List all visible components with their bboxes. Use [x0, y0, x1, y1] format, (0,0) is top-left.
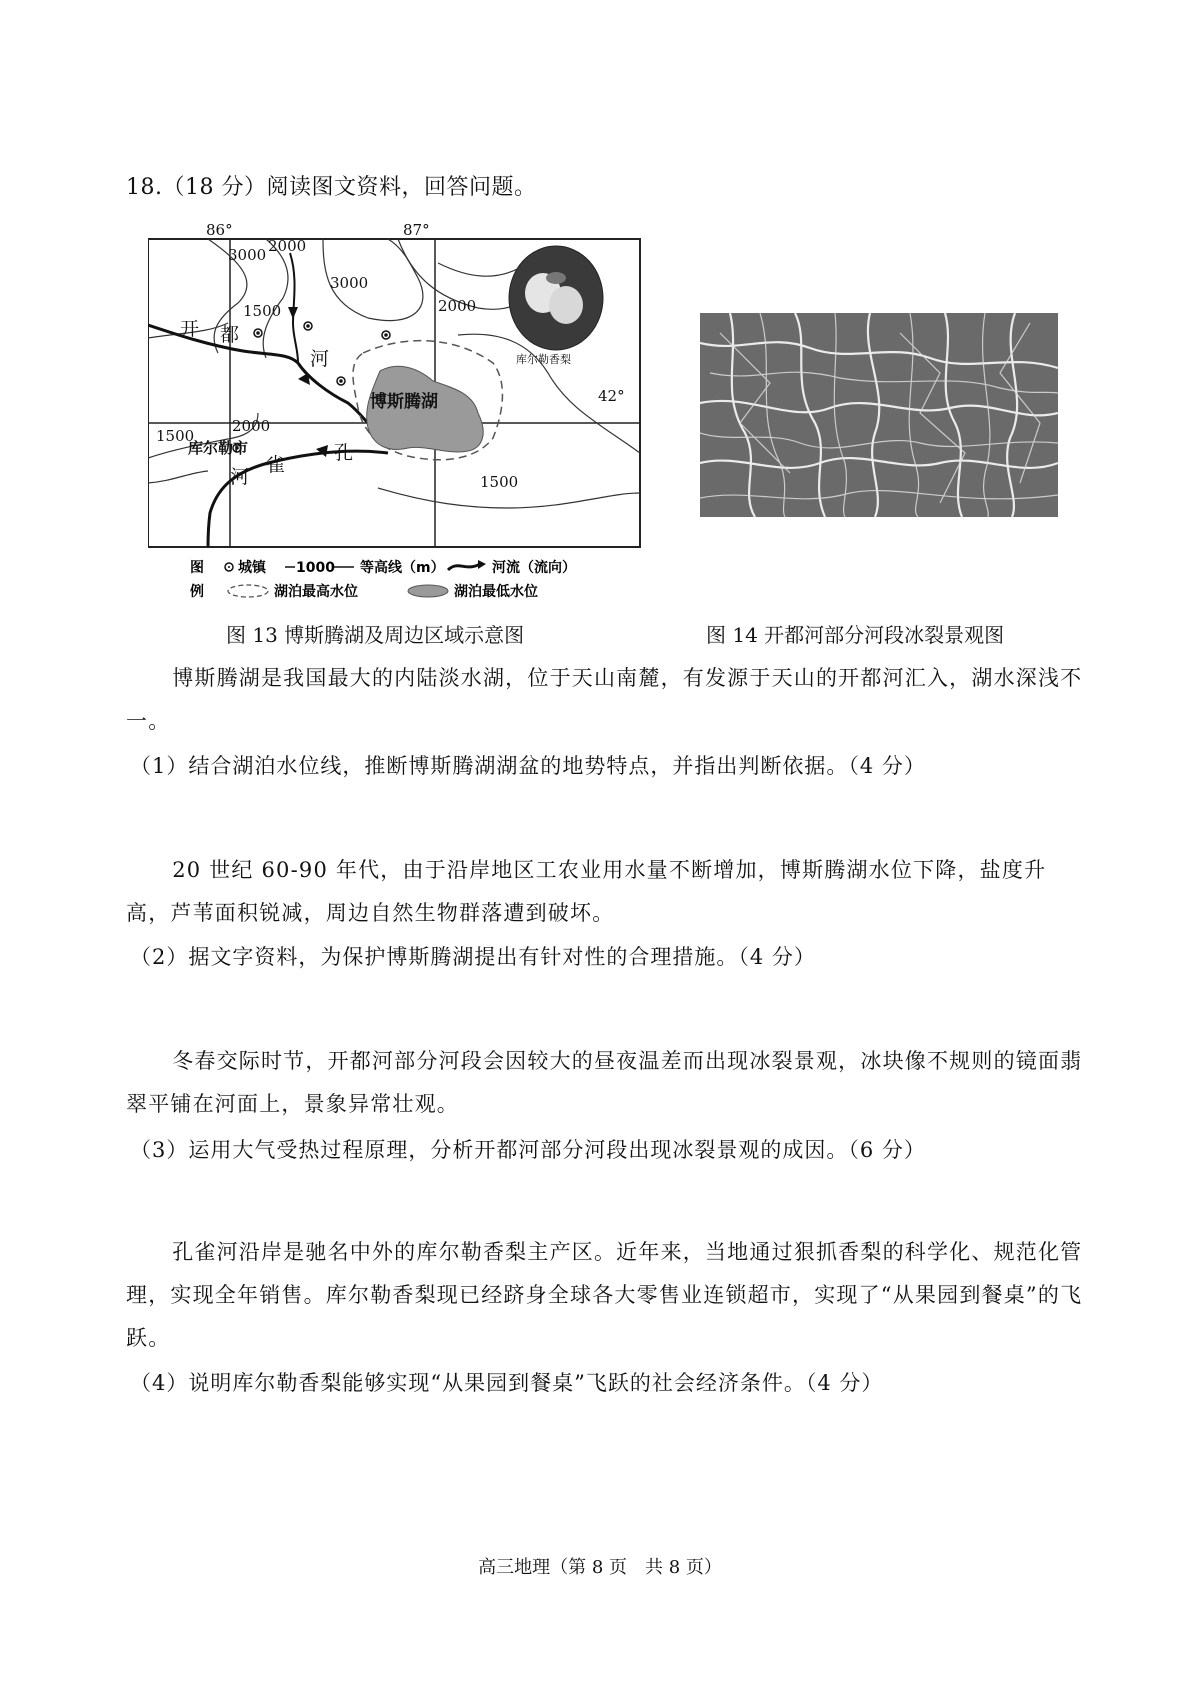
lake-high-legend-icon [228, 585, 268, 597]
question-4: （4）说明库尔勒香梨能够实现“从果园到餐桌”飞跃的社会经济条件。（4 分） [130, 1371, 884, 1395]
question-2: （2）据文字资料，为保护博斯腾湖提出有针对性的合理措施。（4 分） [130, 945, 816, 969]
lon-86-label: 86° [206, 223, 233, 239]
paragraph-4: 孔雀河沿岸是驰名中外的库尔勒香梨主产区。近年来，当地通过狠抓香梨的科学化、规范化管理，实现全年销售。库尔勒香梨现已经跻身全球各大零售业连锁超市，实现了“从果园到餐桌”的飞跃。 [126, 1240, 1083, 1350]
river-char: 雀 [266, 454, 286, 476]
lat-42-label: 42° [598, 387, 625, 405]
contour-label: 1500 [480, 473, 519, 491]
river-char: 开 [180, 318, 200, 340]
river-legend-icon [448, 564, 480, 570]
figure-13-caption: 图 13 博斯腾湖及周边区域示意图 [226, 623, 525, 647]
question-title: 18.（18 分）阅读图文资料，回答问题。 [126, 175, 537, 200]
contour-label: 1500 [243, 302, 282, 320]
legend-lake-high: 湖泊最高水位 [274, 584, 358, 600]
river-char: 河 [310, 348, 330, 370]
contour-label: 3000 [330, 274, 369, 292]
question-3: （3）运用大气受热过程原理，分析开都河部分河段出现冰裂景观的成因。（6 分） [130, 1138, 926, 1162]
legend-title-bottom: 例 [190, 584, 204, 600]
legend-title-top: 图 [190, 560, 204, 576]
city-label: 库尔勒市 [188, 439, 249, 457]
ice-crack-photo [700, 313, 1058, 517]
contour-label: 2000 [268, 237, 307, 255]
contour-label: 2000 [438, 297, 477, 315]
lake-low-legend-icon [408, 585, 448, 597]
lon-87-label: 87° [403, 223, 430, 239]
contour-label: 3000 [228, 246, 267, 264]
lake-region-map [148, 223, 648, 553]
legend-contour: 等高线（m） [360, 560, 445, 576]
figure-14-caption: 图 14 开都河部分河段冰裂景观图 [706, 623, 1005, 647]
map-legend [190, 556, 610, 610]
legend-contour-sample: 1000 [296, 560, 335, 576]
contour-label: 2000 [232, 417, 271, 435]
paragraph-3: 冬春交际时节，开都河部分河段会因较大的昼夜温差而出现冰裂景观，冰块像不规则的镜面翡翠平铺在河面上，景象异常壮观。 [126, 1049, 1083, 1116]
river-char: 孔 [334, 442, 354, 464]
legend-lake-low: 湖泊最低水位 [454, 584, 538, 600]
pear-label: 库尔勒香梨 [516, 353, 571, 366]
paragraph-2: 20 世纪 60-90 年代，由于沿岸地区工农业用水量不断增加，博斯腾湖水位下降，盐度升高，芦苇面积锐减，周边自然生物群落遭到破坏。 [126, 858, 1047, 925]
river-char: 河 [230, 466, 250, 488]
legend-town: 城镇 [238, 560, 266, 576]
legend-river: 河流（流向） [492, 560, 576, 576]
lake-label: 博斯腾湖 [370, 392, 438, 412]
page-footer: 高三地理（第 8 页 共 8 页） [478, 1557, 722, 1578]
paragraph-1: 博斯腾湖是我国最大的内陆淡水湖，位于天山南麓，有发源于天山的开都河汇入，湖水深浅不一。 [126, 666, 1083, 733]
contour-label: 1500 [156, 427, 195, 445]
question-1: （1）结合湖泊水位线，推断博斯腾湖湖盆的地势特点，并指出判断依据。（4 分） [130, 754, 926, 778]
river-char: 都 [220, 324, 240, 346]
